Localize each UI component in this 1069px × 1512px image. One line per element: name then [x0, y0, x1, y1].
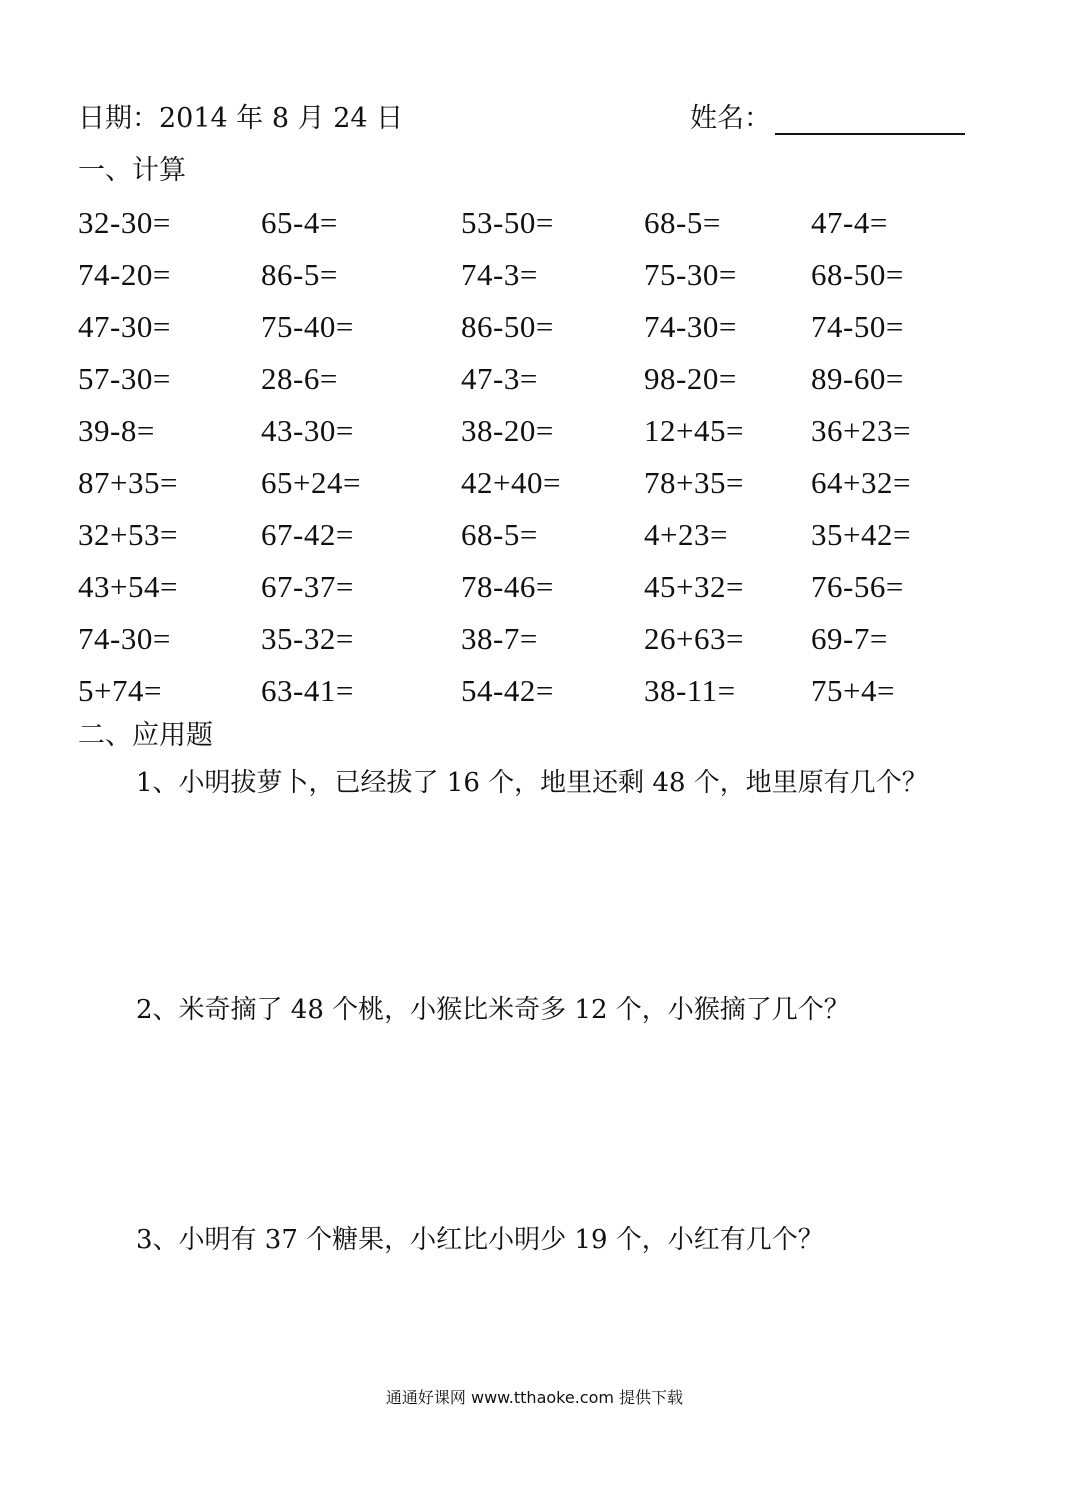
- calc-row: [78, 249, 978, 301]
- word-problem-3: 3、小明有 37 个糖果，小红比小明少 19 个，小红有几个？: [136, 1225, 824, 1255]
- calc-item: 76-56=: [811, 569, 904, 604]
- calc-row: [78, 197, 978, 249]
- calc-item: 35-32=: [261, 621, 354, 656]
- calc-item: 4+23=: [644, 517, 728, 552]
- calc-item: 78-46=: [461, 569, 554, 604]
- calc-item: 89-60=: [811, 361, 904, 396]
- calc-item: 38-11=: [644, 673, 736, 708]
- calculation-grid: [78, 197, 978, 717]
- calc-item: 42+40=: [461, 465, 561, 500]
- section2-title: 二、应用题: [78, 720, 213, 751]
- word-problem-2: 2、米奇摘了 48 个桃，小猴比米奇多 12 个，小猴摘了几个？: [136, 995, 850, 1025]
- calc-item: 74-30=: [644, 309, 737, 344]
- calc-item: 74-30=: [78, 621, 171, 656]
- calc-item: 86-5=: [261, 257, 338, 292]
- calc-item: 47-30=: [78, 309, 171, 344]
- calc-item: 65+24=: [261, 465, 361, 500]
- calc-row: [78, 353, 978, 405]
- calc-item: 75-30=: [644, 257, 737, 292]
- calc-item: 26+63=: [644, 621, 744, 656]
- calc-item: 67-37=: [261, 569, 354, 604]
- footer-credit: 通通好课网 www.tthaoke.com 提供下载: [385, 1388, 684, 1407]
- word-problem-1: 1、小明拔萝卜，已经拔了 16 个，地里还剩 48 个，地里原有几个？: [136, 768, 928, 798]
- calc-item: 74-3=: [461, 257, 538, 292]
- calc-item: 5+74=: [78, 673, 162, 708]
- calc-row: [78, 613, 978, 665]
- calc-item: 38-20=: [461, 413, 554, 448]
- calc-item: 68-50=: [811, 257, 904, 292]
- calc-item: 86-50=: [461, 309, 554, 344]
- calc-item: 75+4=: [811, 673, 895, 708]
- calc-row: [78, 561, 978, 613]
- calc-item: 43+54=: [78, 569, 178, 604]
- calc-item: 47-3=: [461, 361, 538, 396]
- calc-item: 75-40=: [261, 309, 354, 344]
- date-line: 日期：2014 年 8 月 24 日: [78, 103, 404, 134]
- calc-item: 74-20=: [78, 257, 171, 292]
- calc-item: 36+23=: [811, 413, 911, 448]
- name-field: [690, 96, 965, 135]
- calc-item: 39-8=: [78, 413, 155, 448]
- calc-row: [78, 405, 978, 457]
- calc-item: 47-4=: [811, 205, 888, 240]
- calc-item: 32-30=: [78, 205, 171, 240]
- calc-item: 43-30=: [261, 413, 354, 448]
- calc-item: 65-4=: [261, 205, 338, 240]
- calc-item: 28-6=: [261, 361, 338, 396]
- calc-row: [78, 457, 978, 509]
- calc-item: 78+35=: [644, 465, 744, 500]
- calc-item: 53-50=: [461, 205, 554, 240]
- calc-item: 63-41=: [261, 673, 354, 708]
- calc-item: 87+35=: [78, 465, 178, 500]
- calc-item: 57-30=: [78, 361, 171, 396]
- name-blank-line[interactable]: [775, 103, 965, 135]
- calc-item: 67-42=: [261, 517, 354, 552]
- calc-row: [78, 665, 978, 717]
- calc-item: 12+45=: [644, 413, 744, 448]
- calc-item: 35+42=: [811, 517, 911, 552]
- calc-item: 68-5=: [461, 517, 538, 552]
- calc-row: [78, 509, 978, 561]
- calc-item: 68-5=: [644, 205, 721, 240]
- section1-title: 一、计算: [78, 155, 186, 186]
- calc-item: 98-20=: [644, 361, 737, 396]
- calc-item: 54-42=: [461, 673, 554, 708]
- calc-row: [78, 301, 978, 353]
- calc-item: 69-7=: [811, 621, 888, 656]
- name-label: 姓名：: [690, 103, 771, 134]
- calc-item: 64+32=: [811, 465, 911, 500]
- calc-item: 45+32=: [644, 569, 744, 604]
- calc-item: 32+53=: [78, 517, 178, 552]
- calc-item: 38-7=: [461, 621, 538, 656]
- calc-item: 74-50=: [811, 309, 904, 344]
